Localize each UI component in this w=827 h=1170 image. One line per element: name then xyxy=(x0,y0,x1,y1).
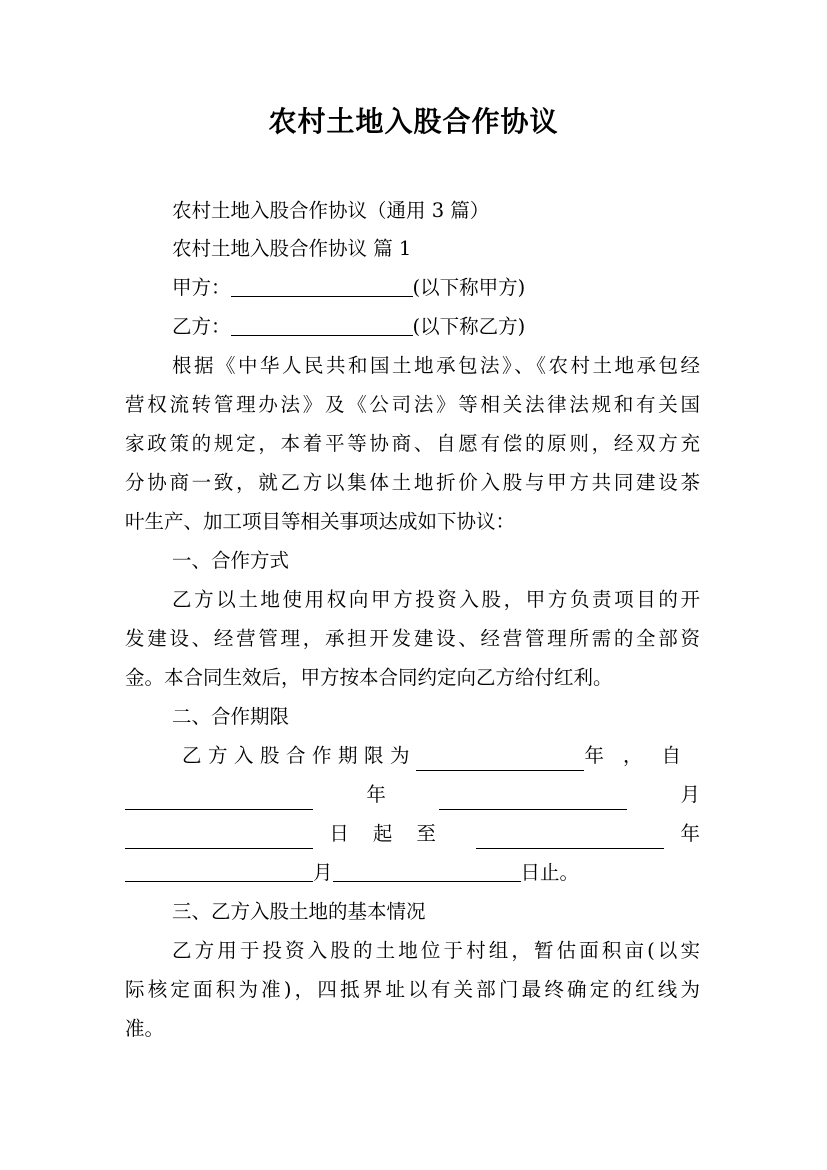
start-month-blank xyxy=(439,789,627,810)
term-text: 月 xyxy=(313,861,333,884)
end-day-blank xyxy=(333,861,521,882)
article-title: 农村土地入股合作协议 篇 1 xyxy=(172,237,412,260)
party-a-line xyxy=(172,273,525,303)
section3-heading: 三、乙方入股土地的基本情况 xyxy=(172,900,426,923)
section2-line xyxy=(125,819,700,849)
preamble-line: 分协商一致，就乙方以集体土地折价入股与甲方共同建设茶 xyxy=(125,471,700,494)
term-text: 乙方入股合作期限为 xyxy=(182,744,417,767)
preamble-line: 营权流转管理办法》及《公司法》等相关法律法规和有关国 xyxy=(125,393,700,416)
end-year-blank xyxy=(476,828,664,849)
party-a-suffix: (以下称甲方) xyxy=(412,276,526,299)
party-a-label: 甲方： xyxy=(172,276,231,299)
party-b-blank xyxy=(231,315,413,336)
preamble-line: 根据《中华人民共和国土地承包法》、《农村土地承包经 xyxy=(172,354,700,377)
term-text: 年，自 xyxy=(584,744,700,767)
party-b-label: 乙方： xyxy=(172,315,231,338)
party-b-line xyxy=(172,312,525,342)
section1-line: 乙方以土地使用权向甲方投资入股，甲方负责项目的开 xyxy=(172,588,700,611)
section3-line: 乙方用于投资入股的土地位于村组，暂估面积亩(以实 xyxy=(172,939,700,962)
term-text: 日止。 xyxy=(520,861,580,884)
document-title: 农村土地入股合作协议 xyxy=(268,105,559,138)
section2-heading: 二、合作期限 xyxy=(172,705,290,728)
section2-line xyxy=(125,780,700,810)
party-b-suffix: (以下称乙方) xyxy=(412,315,526,338)
party-a-blank xyxy=(231,276,413,297)
end-month-blank xyxy=(125,861,313,882)
document-subtitle: 农村土地入股合作协议（通用 3 篇） xyxy=(172,199,490,222)
section1-line: 发建设、经营管理，承担开发建设、经营管理所需的全部资 xyxy=(125,627,700,650)
section3-line: 准。 xyxy=(125,1017,165,1040)
section2-line xyxy=(125,858,579,888)
term-text: 月 xyxy=(680,783,700,806)
section1-line: 金。本合同生效后，甲方按本合同约定向乙方给付红利。 xyxy=(125,666,613,689)
preamble-line: 家政策的规定，本着平等协商、自愿有偿的原则，经双方充 xyxy=(125,432,700,455)
term-years-blank xyxy=(416,750,584,771)
preamble-line: 叶生产、加工项目等相关事项达成如下协议： xyxy=(125,510,516,533)
section2-line xyxy=(182,741,700,771)
section1-heading: 一、合作方式 xyxy=(172,549,290,572)
term-text: 年 xyxy=(680,822,700,845)
term-text: 日起至 xyxy=(329,822,460,845)
start-year-blank xyxy=(125,789,313,810)
section3-line: 际核定面积为准)，四抵界址以有关部门最终确定的红线为 xyxy=(125,978,700,1001)
start-day-blank xyxy=(125,828,313,849)
term-text: 年 xyxy=(366,783,386,806)
